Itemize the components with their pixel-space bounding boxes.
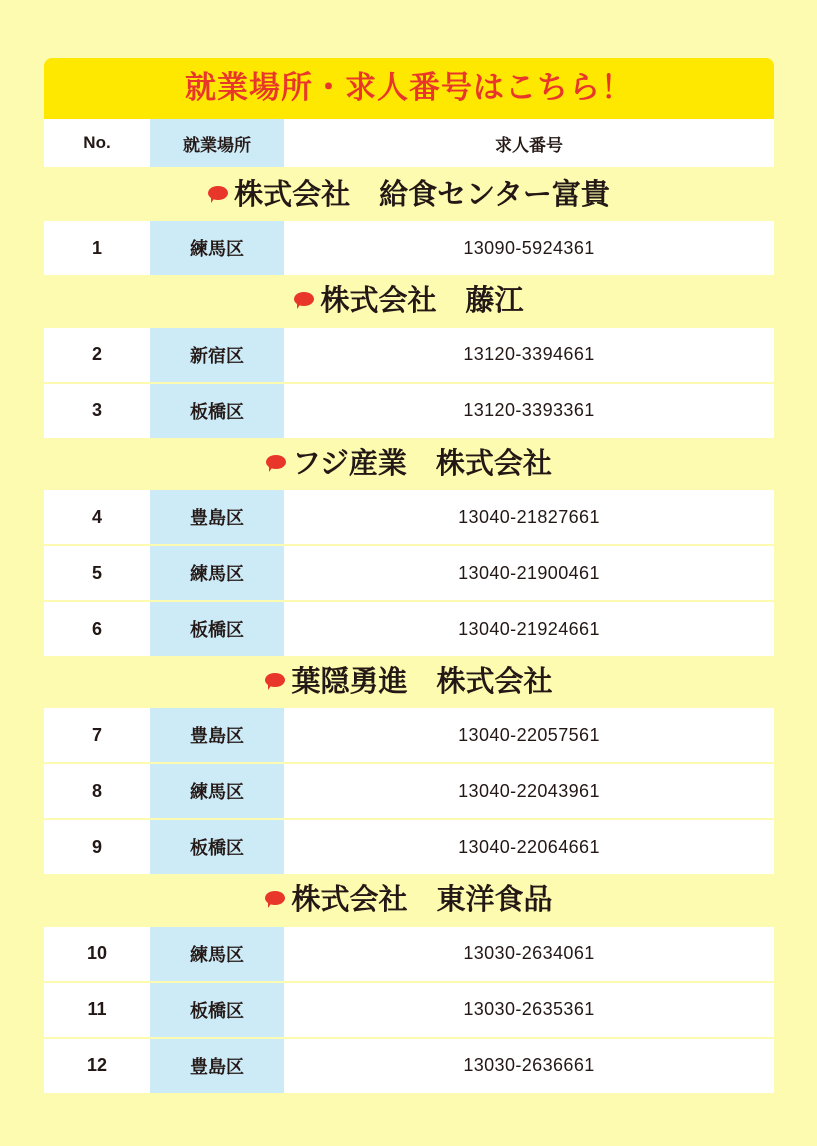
group-heading-cell — [44, 275, 774, 327]
row-job-code: 13040-22043961 — [284, 763, 774, 819]
column-header-code: 求人番号 — [284, 119, 774, 168]
row-number: 3 — [44, 383, 150, 438]
group-name-wrapper — [265, 884, 552, 917]
row-number: 2 — [44, 328, 150, 383]
table-row — [44, 545, 774, 601]
row-number: 1 — [44, 221, 150, 275]
group-heading-row — [44, 874, 774, 926]
table-row — [44, 708, 774, 763]
row-number: 5 — [44, 545, 150, 601]
row-number: 8 — [44, 763, 150, 819]
row-job-code: 13090-5924361 — [284, 221, 774, 275]
column-header-place: 就業場所 — [150, 119, 284, 168]
table-row — [44, 819, 774, 874]
row-number: 12 — [44, 1038, 150, 1093]
row-place: 板橋区 — [150, 982, 284, 1038]
group-name-wrapper — [294, 285, 523, 318]
group-name-wrapper — [265, 666, 552, 699]
group-heading-cell — [44, 874, 774, 926]
group-heading-cell — [44, 656, 774, 708]
row-job-code: 13030-2634061 — [284, 927, 774, 982]
job-listing-sheet — [44, 58, 774, 1107]
speech-bubble-icon — [266, 455, 286, 471]
row-job-code: 13120-3394661 — [284, 328, 774, 383]
row-place: 豊島区 — [150, 490, 284, 545]
table-row — [44, 490, 774, 545]
table-row — [44, 221, 774, 275]
row-job-code: 13030-2635361 — [284, 982, 774, 1038]
speech-bubble-icon — [208, 186, 228, 202]
speech-bubble-icon — [265, 673, 285, 689]
row-place: 板橋区 — [150, 383, 284, 438]
speech-bubble-icon — [265, 891, 285, 907]
row-place: 新宿区 — [150, 328, 284, 383]
row-number: 11 — [44, 982, 150, 1038]
row-job-code: 13120-3393361 — [284, 383, 774, 438]
group-heading-row — [44, 438, 774, 490]
row-place: 豊島区 — [150, 708, 284, 763]
title-bar — [44, 58, 774, 119]
table-row — [44, 383, 774, 438]
table-body — [44, 119, 774, 1093]
row-job-code: 13040-22064661 — [284, 819, 774, 874]
row-job-code: 13040-22057561 — [284, 708, 774, 763]
group-heading-cell — [44, 438, 774, 490]
row-number: 10 — [44, 927, 150, 982]
table-row — [44, 982, 774, 1038]
group-name: 株式会社 藤江 — [320, 285, 524, 318]
group-name: 葉隠勇進 株式会社 — [291, 666, 553, 699]
row-place: 練馬区 — [150, 221, 284, 275]
row-number: 7 — [44, 708, 150, 763]
row-number: 6 — [44, 601, 150, 656]
row-job-code: 13040-21900461 — [284, 545, 774, 601]
job-listing-table — [44, 119, 774, 1093]
row-place: 練馬区 — [150, 927, 284, 982]
group-heading-row — [44, 168, 774, 221]
group-name: 株式会社 東洋食品 — [291, 884, 553, 917]
group-name-wrapper — [208, 179, 610, 212]
group-heading-row — [44, 275, 774, 327]
table-row — [44, 1038, 774, 1093]
column-header-no: No. — [44, 119, 150, 168]
row-place: 練馬区 — [150, 545, 284, 601]
sheet-bottom-padding — [44, 1093, 774, 1107]
group-name: フジ産業 株式会社 — [292, 447, 552, 480]
group-name: 株式会社 給食センター富貴 — [234, 179, 610, 212]
page-title: 就業場所・求人番号はこちら！ — [185, 70, 633, 105]
row-job-code: 13040-21827661 — [284, 490, 774, 545]
row-number: 4 — [44, 490, 150, 545]
group-heading-row — [44, 656, 774, 708]
table-header-row — [44, 119, 774, 168]
group-name-wrapper — [266, 448, 552, 481]
row-place: 練馬区 — [150, 763, 284, 819]
row-place: 豊島区 — [150, 1038, 284, 1093]
speech-bubble-icon — [294, 292, 314, 308]
group-heading-cell — [44, 168, 774, 221]
row-job-code: 13040-21924661 — [284, 601, 774, 656]
table-row — [44, 601, 774, 656]
table-row — [44, 927, 774, 982]
table-row — [44, 328, 774, 383]
row-job-code: 13030-2636661 — [284, 1038, 774, 1093]
table-row — [44, 763, 774, 819]
row-number: 9 — [44, 819, 150, 874]
row-place: 板橋区 — [150, 601, 284, 656]
row-place: 板橋区 — [150, 819, 284, 874]
